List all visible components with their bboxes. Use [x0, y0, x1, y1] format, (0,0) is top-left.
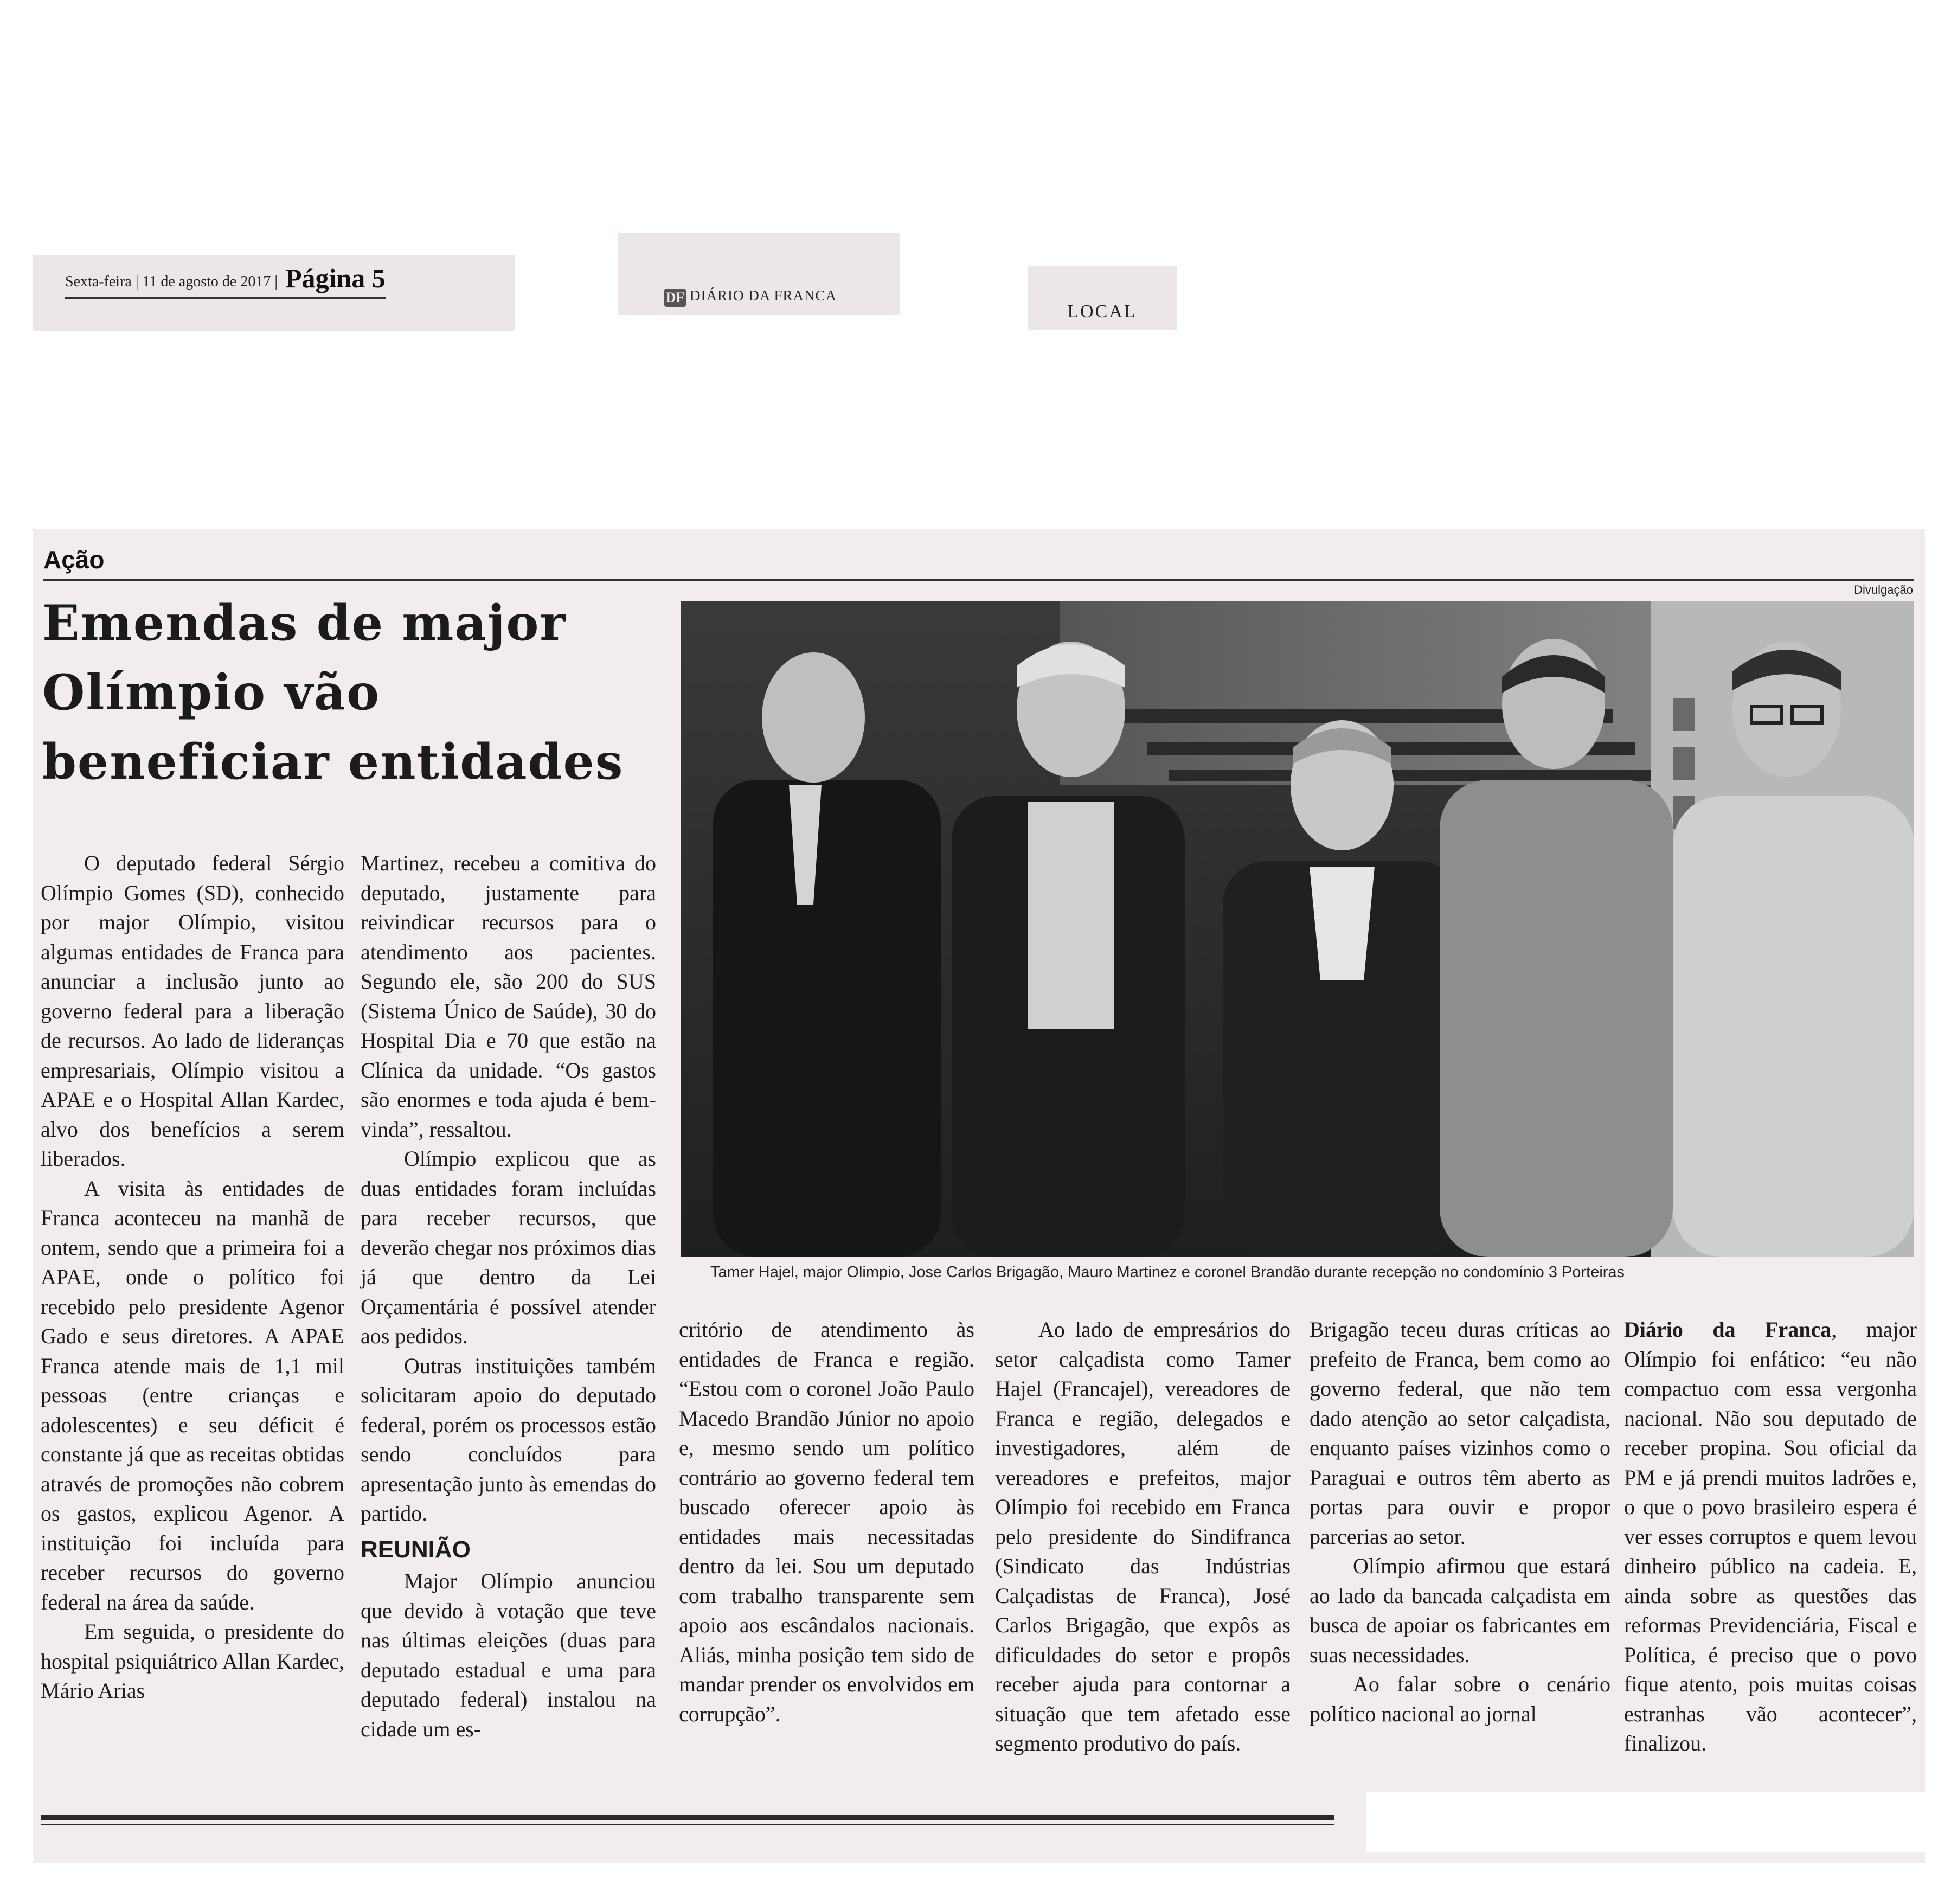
- photo-credit: Divulgação: [1854, 583, 1913, 597]
- page-number: Página 5: [285, 263, 386, 293]
- paragraph-text: , major Olímpio foi enfático: “eu não compactuo com essa vergonha nacional. Não sou deputado de receber propina. Sou oficial da PM e já prendi muitos ladrões e, o que o povo brasileiro espera é ver esses corruptos e quem levou dinheiro público na cadeia. E, ainda sobre as questões das reformas Previdenciária, Fiscal e Política, é preciso que o povo fique atento, pois muitas coisas estranhas vão acontecer”, finalizou.: [1624, 1317, 1917, 1755]
- article-photo: [681, 601, 1914, 1257]
- article-column-5: [1310, 1315, 1610, 1729]
- clipping-cut: [1366, 1792, 1951, 1852]
- article-column-3: [679, 1315, 974, 1729]
- paragraph: Outras instituições também solicitaram apoio do deputado federal, porém os processos estão sendo concluídos para apresentação junto às emendas do partido.: [361, 1353, 656, 1525]
- paragraph: Martinez, recebeu a comitiva do deputado, justamente para reivindicar recursos para o atendimento aos pacientes. Segundo ele, são 200 do SUS (Sistema Único de Saúde), 30 do Hospital Dia e 70 que estão na Clínica da unidade. “Os gastos são enormes e toda ajuda é bem-vinda”, ressaltou.: [361, 851, 656, 1142]
- bottom-rule-thin: [41, 1824, 1334, 1825]
- paragraph: Ao lado de empresários do setor calçadista como Tamer Hajel (Francajel), vereadores de Franca e região, delegados e investigadores, além de vereadores e prefeitos, major Olímpio foi recebido em Franca pelo presidente do Sindifranca (Sindicato das Indústrias Calçadistas de Franca), José Carlos Brigagão, que expôs as dificuldades do setor e propôs receber ajuda para contornar a situação que tem afetado esse segmento produtivo do país.: [995, 1317, 1291, 1755]
- paragraph: A visita às entidades de Franca aconteceu na manhã de ontem, sendo que a primeira foi a APAE, onde o político foi recebido pelo presidente Agenor Gado e seus diretores. A APAE Franca atende mais de 1,1 mil pessoas (entre crianças e adolescentes) e seu déficit é constante já que as receitas obtidas através de promoções não cobrem os gastos, explicou Agenor. A instituição foi incluída para receber recursos do governo federal na área da saúde.: [41, 1176, 344, 1614]
- article-column-4: [995, 1315, 1291, 1759]
- paragraph: [1624, 1315, 1917, 1759]
- article-column-6: [1624, 1315, 1917, 1759]
- paragraph: Brigagão teceu duras críticas ao prefeito de Franca, bem como ao governo federal, que não tem dado atenção ao setor calçadista, enquanto países vizinhos como o Paraguai e outros têm aberto as portas para ouvir e propor parcerias ao setor.: [1310, 1317, 1610, 1549]
- photo-five-men: [681, 601, 1914, 1257]
- publication-date: Sexta-feira | 11 de agosto de 2017 |: [65, 273, 278, 290]
- paragraph: Olímpio afirmou que estará ao lado da bancada calçadista em busca de apoiar os fabricantes em suas necessidades.: [1310, 1554, 1610, 1667]
- masthead-clipping: [618, 233, 900, 315]
- newspaper-name-bold: Diário da Franca: [1624, 1317, 1832, 1342]
- newspaper-logo-mark: DF: [664, 289, 686, 307]
- paragraph: Major Olímpio anunciou que devido à votação que teve nas últimas eleições (duas para deputado estadual e uma para deputado federal) instalou na cidade um es-: [361, 1569, 656, 1741]
- article-column-2: [361, 849, 656, 1744]
- section-tag: LOCAL: [1067, 302, 1137, 322]
- paragraph: Em seguida, o presidente do hospital psiquiátrico Allan Kardec, Mário Arias: [41, 1619, 344, 1703]
- article-headline: Emendas de major Olímpio vão beneficiar entidades: [42, 594, 624, 791]
- top-rule: [43, 579, 1914, 581]
- bottom-rule: [41, 1815, 1334, 1820]
- newspaper-name: DIÁRIO DA FRANCA: [690, 287, 837, 304]
- photo-caption: Tamer Hajel, major Olimpio, Jose Carlos Brigagão, Mauro Martinez e coronel Brandão durante recepção no condomínio 3 Porteiras: [710, 1264, 1625, 1281]
- paragraph: O deputado federal Sérgio Olímpio Gomes (SD), conhecido por major Olímpio, visitou algumas entidades de Franca para anunciar a inclusão junto ao governo federal para a liberação de recursos. Ao lado de lideranças empresariais, Olímpio visitou a APAE e o Hospital Allan Kardec, alvo dos benefícios a serem liberados.: [41, 851, 344, 1171]
- article-subhead: REUNIÃO: [361, 1536, 471, 1563]
- article-section-label: Ação: [43, 546, 105, 574]
- paragraph: Ao falar sobre o cenário político nacional ao jornal: [1310, 1672, 1610, 1726]
- date-clipping: [33, 255, 515, 331]
- article-clipping: [33, 529, 1925, 1863]
- paragraph: critório de atendimento às entidades de Franca e região. “Estou com o coronel João Paulo Macedo Brandão Júnior no apoio e, mesmo sendo um político contrário ao governo federal tem buscado oferecer apoio às entidades mais necessitadas dentro da lei. Sou um deputado com trabalho transparente sem apoio aos escândalos nacionais. Aliás, minha posição tem sido de mandar prender os envolvidos em corrupção”.: [679, 1317, 974, 1726]
- paragraph: Olímpio explicou que as duas entidades foram incluídas para receber recursos, que deverão chegar nos próximos dias já que dentro da Lei Orçamentária é possível atender aos pedidos.: [361, 1146, 656, 1348]
- date-line: [65, 255, 386, 299]
- article-column-1: [41, 849, 344, 1706]
- section-clipping: [1028, 266, 1177, 330]
